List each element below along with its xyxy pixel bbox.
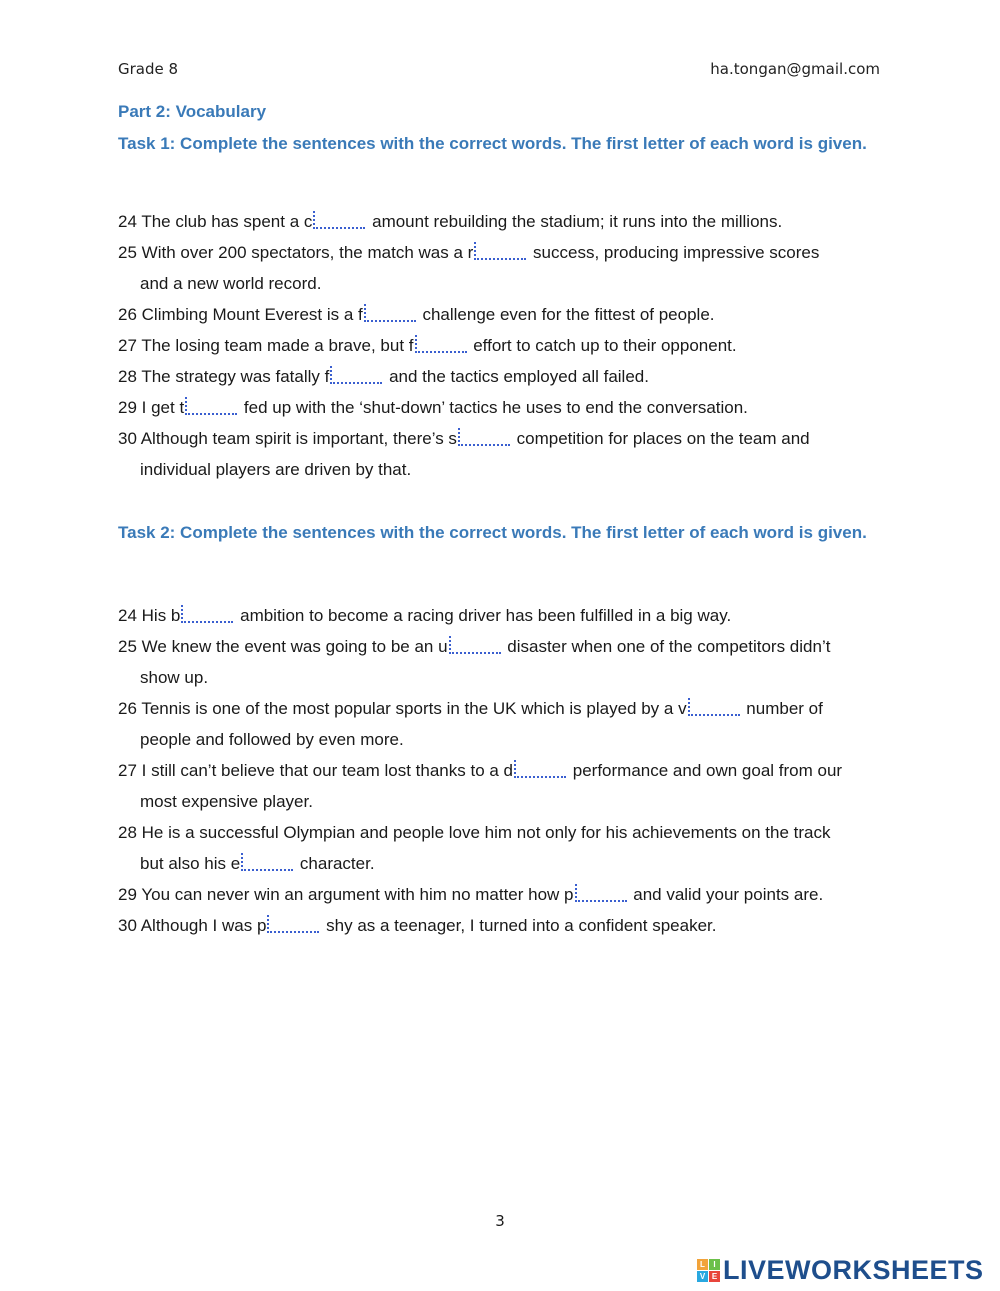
question-item [118,817,898,879]
question-text-after: effort to catch up to their opponent. [468,336,737,355]
answer-blank[interactable] [267,915,319,933]
question-text: He is a successful Olympian and people love him not only for his achievements on the track [141,823,831,842]
question-line [118,817,898,848]
task1-question-list [118,206,898,485]
question-item [118,206,898,237]
question-line [118,268,898,299]
question-text-before: The losing team made a brave, but f [141,336,414,355]
question-item [118,423,898,485]
answer-blank[interactable] [514,760,566,778]
question-text-before: I still can’t believe that our team lost thanks to a d [141,761,514,780]
answer-blank[interactable] [575,884,627,902]
question-item [118,879,898,910]
question-number: 24 [118,212,137,231]
question-line [118,693,898,724]
answer-blank[interactable] [185,397,237,415]
question-item [118,755,898,817]
question-line [118,662,898,693]
question-text-after: and valid your points are. [628,885,824,904]
question-number: 29 [118,398,137,417]
question-number: 26 [118,305,137,324]
answer-blank[interactable] [364,304,416,322]
question-text-after: character. [295,854,375,873]
answer-blank[interactable] [313,211,365,229]
logo-icon-tile: L [697,1259,708,1270]
question-line [118,600,898,631]
task1-title: Task 1: Complete the sentences with the correct words. The first letter of each word is given. [118,134,867,153]
logo-icon-tile: I [709,1259,720,1270]
question-text: people and followed by even more. [140,730,404,749]
question-number: 30 [118,916,137,935]
question-text-after: shy as a teenager, I turned into a confident speaker. [321,916,717,935]
question-text: and a new world record. [140,274,322,293]
answer-blank[interactable] [458,428,510,446]
question-number: 28 [118,367,137,386]
logo-icon-tile: V [697,1271,708,1282]
header-grade: Grade 8 [118,60,179,78]
question-text-after: and the tactics employed all failed. [384,367,649,386]
question-number: 26 [118,699,137,718]
question-text-after: ambition to become a racing driver has been fulfilled in a big way. [235,606,732,625]
question-line [118,330,898,361]
question-number: 29 [118,885,137,904]
answer-blank[interactable] [181,605,233,623]
question-line [118,848,898,879]
question-line [118,724,898,755]
question-line [118,299,898,330]
question-item [118,631,898,693]
question-text-before: The strategy was fatally f [141,367,330,386]
header-email: ha.tongan@gmail.com [710,60,880,78]
question-item [118,330,898,361]
question-line [118,361,898,392]
question-text-before: Although I was p [140,916,267,935]
page-number: 3 [495,1212,505,1230]
logo-icon-tile: E [709,1271,720,1282]
question-text-before: His b [141,606,181,625]
question-text-after: amount rebuilding the stadium; it runs into the millions. [367,212,783,231]
question-text-before: With over 200 spectators, the match was a r [141,243,474,262]
question-number: 25 [118,637,137,656]
question-item [118,392,898,423]
question-text: most expensive player. [140,792,313,811]
answer-blank[interactable] [415,335,467,353]
question-text-after: fed up with the ‘shut-down’ tactics he uses to end the conversation. [239,398,748,417]
question-line [118,237,898,268]
liveworksheets-logo-text: LIVEWORKSHEETS [723,1254,984,1285]
liveworksheets-logo-icon [697,1259,720,1282]
question-text-after: performance and own goal from our [568,761,843,780]
question-text-after: success, producing impressive scores [528,243,820,262]
question-line [118,454,898,485]
question-line [118,423,898,454]
question-text-before: Tennis is one of the most popular sports in the UK which is played by a v [141,699,687,718]
question-line [118,631,898,662]
task2-title: Task 2: Complete the sentences with the correct words. The first letter of each word is given. [118,523,867,542]
question-number: 27 [118,761,137,780]
question-text-before: The club has spent a c [141,212,313,231]
question-text-before: Although team spirit is important, there’s s [140,429,457,448]
question-text-after: competition for places on the team and [511,429,810,448]
question-item [118,361,898,392]
answer-blank[interactable] [688,698,740,716]
question-item [118,600,898,631]
question-text-after: disaster when one of the competitors didn’t [502,637,831,656]
question-item [118,910,898,941]
question-text-before: You can never win an argument with him no matter how p [141,885,574,904]
answer-blank[interactable] [241,853,293,871]
question-text-after: challenge even for the fittest of people. [417,305,715,324]
question-line [118,910,898,941]
question-line [118,755,898,786]
answer-blank[interactable] [330,366,382,384]
question-line [118,392,898,423]
question-item [118,693,898,755]
question-text-before: Climbing Mount Everest is a f [141,305,363,324]
question-line [118,879,898,910]
answer-blank[interactable] [449,636,501,654]
task2-question-list [118,600,898,941]
question-line [118,206,898,237]
question-text: individual players are driven by that. [140,460,412,479]
question-number: 28 [118,823,137,842]
liveworksheets-logo [697,1255,984,1285]
question-number: 30 [118,429,137,448]
question-number: 24 [118,606,137,625]
part-title: Part 2: Vocabulary [118,102,267,121]
question-item [118,237,898,299]
question-text-before: I get t [141,398,185,417]
answer-blank[interactable] [474,242,526,260]
question-text-before: but also his e [140,854,241,873]
question-number: 25 [118,243,137,262]
question-text-before: We knew the event was going to be an u [141,637,448,656]
question-number: 27 [118,336,137,355]
question-text: show up. [140,668,209,687]
question-text-after: number of [741,699,823,718]
question-line [118,786,898,817]
question-item [118,299,898,330]
